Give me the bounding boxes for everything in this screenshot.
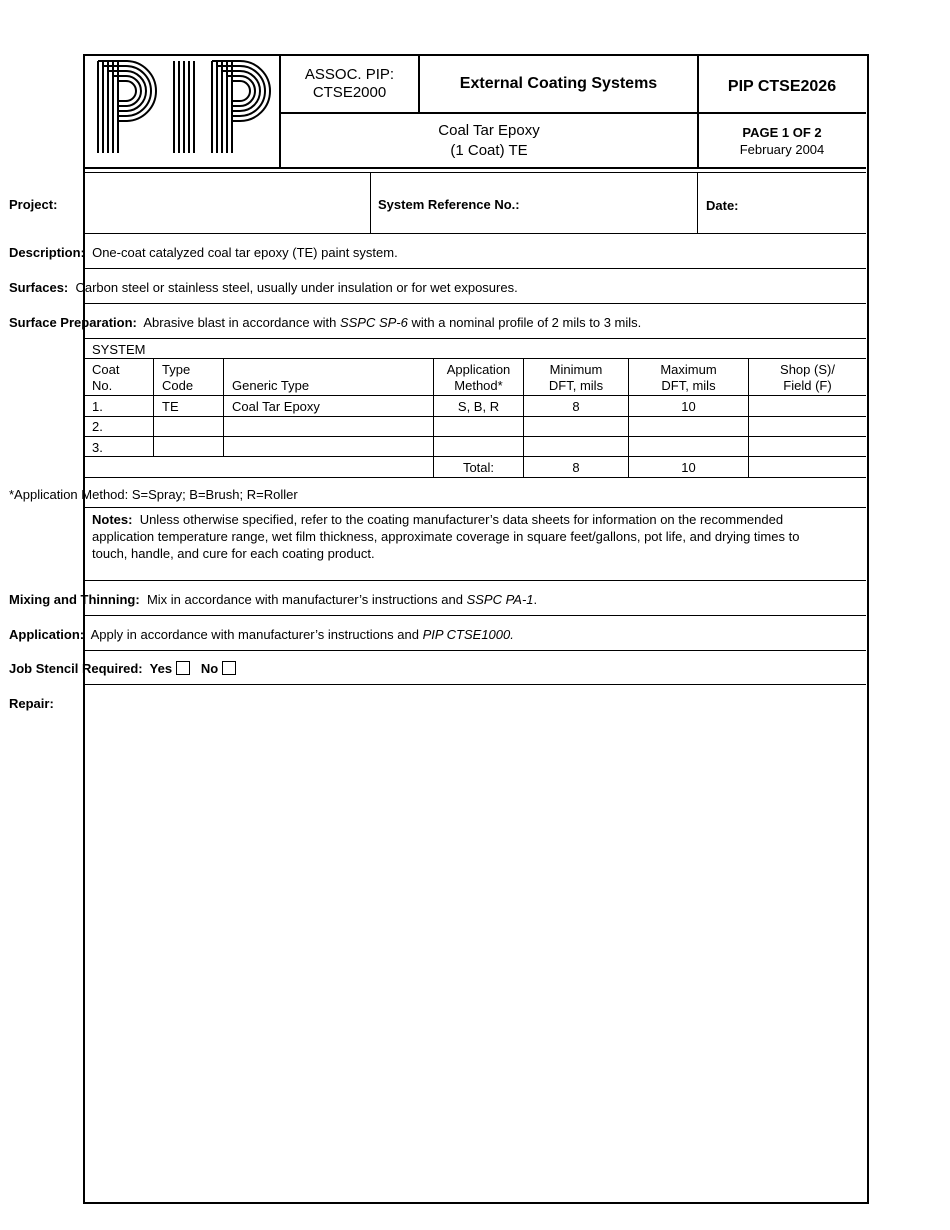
description-text: One-coat catalyzed coal tar epoxy (TE) paint system. bbox=[92, 245, 398, 260]
total-label: Total: bbox=[462, 460, 495, 475]
header-type-line2: Code bbox=[162, 378, 194, 393]
notes-text-1: Unless otherwise specified, refer to the coating manufacturer’s data sheets for information on the recommended bbox=[139, 512, 784, 527]
notes-line-3: touch, handle, and cure for each coating product. bbox=[92, 546, 375, 561]
row1-coat: 1. bbox=[92, 399, 103, 414]
job-stencil-row bbox=[9, 661, 236, 676]
job-stencil-label: Job Stencil Required: bbox=[9, 661, 143, 676]
document-title: External Coating Systems bbox=[459, 75, 658, 92]
stencil-yes-label: Yes bbox=[149, 661, 173, 676]
header-shop-line2: Field (F) bbox=[783, 378, 832, 393]
row2-coat: 2. bbox=[92, 419, 103, 434]
application-method-legend: *Application Method: S=Spray; B=Brush; R=Roller bbox=[9, 487, 298, 502]
header-type-line1: Type bbox=[162, 362, 191, 377]
assoc-pip-cell bbox=[281, 56, 418, 112]
project-label: Project: bbox=[9, 197, 58, 212]
header-coat-no bbox=[92, 362, 119, 394]
surfaces-label: Surfaces: bbox=[9, 280, 69, 295]
row3-coat: 3. bbox=[92, 440, 103, 455]
page-info bbox=[699, 114, 865, 167]
surfaces-row bbox=[9, 280, 518, 295]
stencil-no-label: No bbox=[200, 661, 219, 676]
header-generic-type: Generic Type bbox=[232, 378, 310, 393]
row1-max-dft: 10 bbox=[681, 399, 696, 414]
total-max-dft: 10 bbox=[681, 460, 696, 475]
surface-preparation-row bbox=[9, 315, 641, 330]
stencil-no-checkbox[interactable] bbox=[222, 661, 236, 675]
mixing-thinning-text: Mix in accordance with manufacturer’s instructions and bbox=[146, 592, 463, 607]
header-shop-line1: Shop (S)/ bbox=[780, 362, 835, 377]
assoc-pip-label: ASSOC. PIP: bbox=[304, 66, 395, 83]
header-shop-field bbox=[749, 362, 866, 394]
mixing-thinning-row bbox=[9, 592, 537, 607]
header-maximum-dft bbox=[629, 362, 748, 394]
document-subtitle bbox=[281, 114, 697, 167]
surfaces-text: Carbon steel or stainless steel, usually under insulation or for wet exposures. bbox=[75, 280, 518, 295]
subtitle-line-2: (1 Coat) TE bbox=[450, 141, 528, 159]
stencil-yes-checkbox[interactable] bbox=[176, 661, 190, 675]
header-minimum-dft bbox=[524, 362, 628, 394]
application-label: Application: bbox=[9, 627, 85, 642]
surface-preparation-reference: SSPC SP-6 bbox=[339, 315, 408, 330]
header-coat-line1: Coat bbox=[92, 362, 120, 377]
header-max-line1: Maximum bbox=[660, 362, 717, 377]
description-row bbox=[9, 245, 398, 260]
system-reference-label: System Reference No.: bbox=[378, 197, 520, 212]
header-type-code bbox=[162, 362, 193, 394]
surface-preparation-text: Abrasive blast in accordance with bbox=[143, 315, 337, 330]
mixing-thinning-label: Mixing and Thinning: bbox=[9, 592, 140, 607]
header-max-line2: DFT, mils bbox=[661, 378, 716, 393]
application-end: . bbox=[510, 627, 514, 642]
system-title: SYSTEM bbox=[92, 342, 146, 357]
surface-preparation-text-end: with a nominal profile of 2 mils to 3 mils. bbox=[411, 315, 642, 330]
header-method-line1: Application bbox=[446, 362, 511, 377]
assoc-pip-code: CTSE2000 bbox=[312, 84, 387, 101]
notes-block bbox=[92, 511, 860, 562]
description-label: Description: bbox=[9, 245, 85, 260]
row1-min-dft: 8 bbox=[572, 399, 580, 414]
notes-line-1 bbox=[92, 511, 860, 528]
header-application-method bbox=[434, 362, 523, 394]
notes-line-2: application temperature range, wet film thickness, approximate coverage in square feet/gallons, pot life, and drying times to bbox=[92, 529, 800, 544]
revision-date: February 2004 bbox=[739, 141, 825, 157]
mixing-thinning-reference: SSPC PA-1 bbox=[466, 592, 534, 607]
repair-field[interactable] bbox=[85, 712, 865, 1198]
subtitle-line-1: Coal Tar Epoxy bbox=[438, 121, 540, 139]
date-label: Date: bbox=[706, 198, 739, 213]
repair-label: Repair: bbox=[9, 696, 54, 711]
total-min-dft: 8 bbox=[572, 460, 580, 475]
pip-logo bbox=[96, 59, 272, 155]
notes-label: Notes: bbox=[92, 512, 133, 527]
header-min-line1: Minimum bbox=[549, 362, 603, 377]
application-reference: PIP CTSE1000 bbox=[422, 627, 511, 642]
surface-preparation-label: Surface Preparation: bbox=[9, 315, 137, 330]
row1-type: TE bbox=[162, 399, 179, 414]
header-min-line2: DFT, mils bbox=[548, 378, 604, 393]
row1-method: S, B, R bbox=[457, 399, 500, 414]
row1-generic: Coal Tar Epoxy bbox=[232, 399, 320, 414]
pip-logo-icon bbox=[96, 59, 272, 155]
header-method-line2: Method* bbox=[454, 378, 503, 393]
header-coat-line2: No. bbox=[92, 378, 113, 393]
mixing-thinning-end: . bbox=[533, 592, 538, 607]
document-number: PIP CTSE2026 bbox=[727, 78, 837, 95]
application-row bbox=[9, 627, 514, 642]
page-number: PAGE 1 OF 2 bbox=[742, 124, 822, 140]
application-text: Apply in accordance with manufacturer’s instructions and bbox=[90, 627, 419, 642]
